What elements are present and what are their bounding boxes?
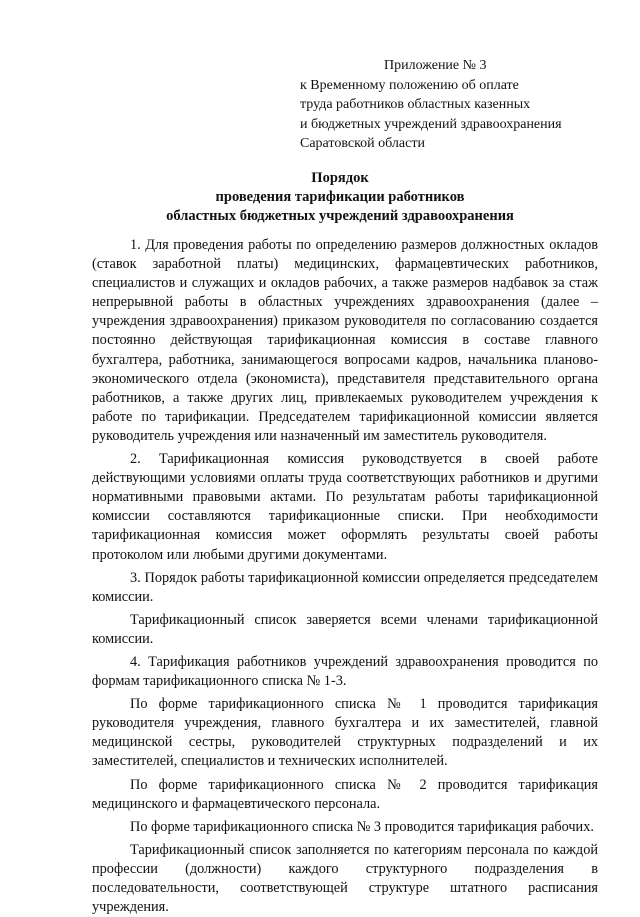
paragraph-1: 1. Для проведения работы по определению размеров должностных окладов (ставок заработной платы) медицинских, фармацевтических работников, специалистов и служащих и окладов рабочих, а также размеров надбавок за стаж непрерывной работы в областных учреждениях здравоохранения (далее – учреждения здравоохранения) приказом руководителя по согласованию создается постоянно действующая тарификационная комиссия в составе главного бухгалтера, работника, занимающегося вопросами кадров, начальника планово-экономического отдела (экономиста), представителя представительного органа работников, а также других лиц, привлекаемых руководителем учреждения к работе по тарификации. Председателем тарификационной комиссии является руководитель учреждения или назначенный им заместитель руководителя. — [92, 237, 598, 444]
document-body — [92, 236, 598, 917]
appendix-line: Саратовской области — [300, 136, 425, 151]
paragraph-2: 2. Тарификационная комиссия руководствуется в своей работе действующими условиями оплаты труда соответствующих работников и другими нормативными правовыми актами. По результатам работы тарификационной комиссии составляются тарификационные списки. При необходимости тарификационная комиссия может оформлять результаты своей работы протоколом или любыми другими документами. — [92, 451, 598, 563]
paragraph-9: Тарификационный список заполняется по категориям персонала по каждой профессии (должности) каждого структурного подразделения в последовательности, соответствующей структуре штатного расписания учреждения. — [92, 841, 598, 916]
document-title — [120, 169, 560, 226]
appendix-header — [300, 56, 620, 154]
paragraph-7: По форме тарификационного списка № 2 проводится тарификация медицинского и фармацевтического персонала. — [92, 776, 598, 812]
appendix-line: труда работников областных казенных — [300, 97, 531, 112]
paragraph-6: По форме тарификационного списка № 1 проводится тарификация руководителя учреждения, главного бухгалтера и их заместителей, главной медицинской сестры, руководителей структурных подразделений и их заместителей, специалистов и технических исполнителей. — [92, 696, 598, 770]
paragraph-3: 3. Порядок работы тарификационной комиссии определяется председателем комиссии. — [92, 569, 598, 605]
appendix-number: Приложение № 3 — [384, 58, 487, 73]
title-line: областных бюджетных учреждений здравоохранения — [166, 208, 514, 224]
appendix-line: к Временному положению об оплате — [300, 77, 519, 93]
appendix-line: и бюджетных учреждений здравоохранения — [300, 116, 562, 132]
paragraph-4: Тарификационный список заверяется всеми членами тарификационной комиссии. — [92, 611, 598, 647]
paragraph-5: 4. Тарификация работников учреждений здравоохранения проводится по формам тарификационного списка № 1-3. — [92, 653, 598, 690]
paragraph-8: По форме тарификационного списка № 3 проводится тарификация рабочих. — [130, 818, 594, 835]
title-line: проведения тарификации работников — [215, 189, 465, 205]
title-line: Порядок — [311, 170, 369, 186]
